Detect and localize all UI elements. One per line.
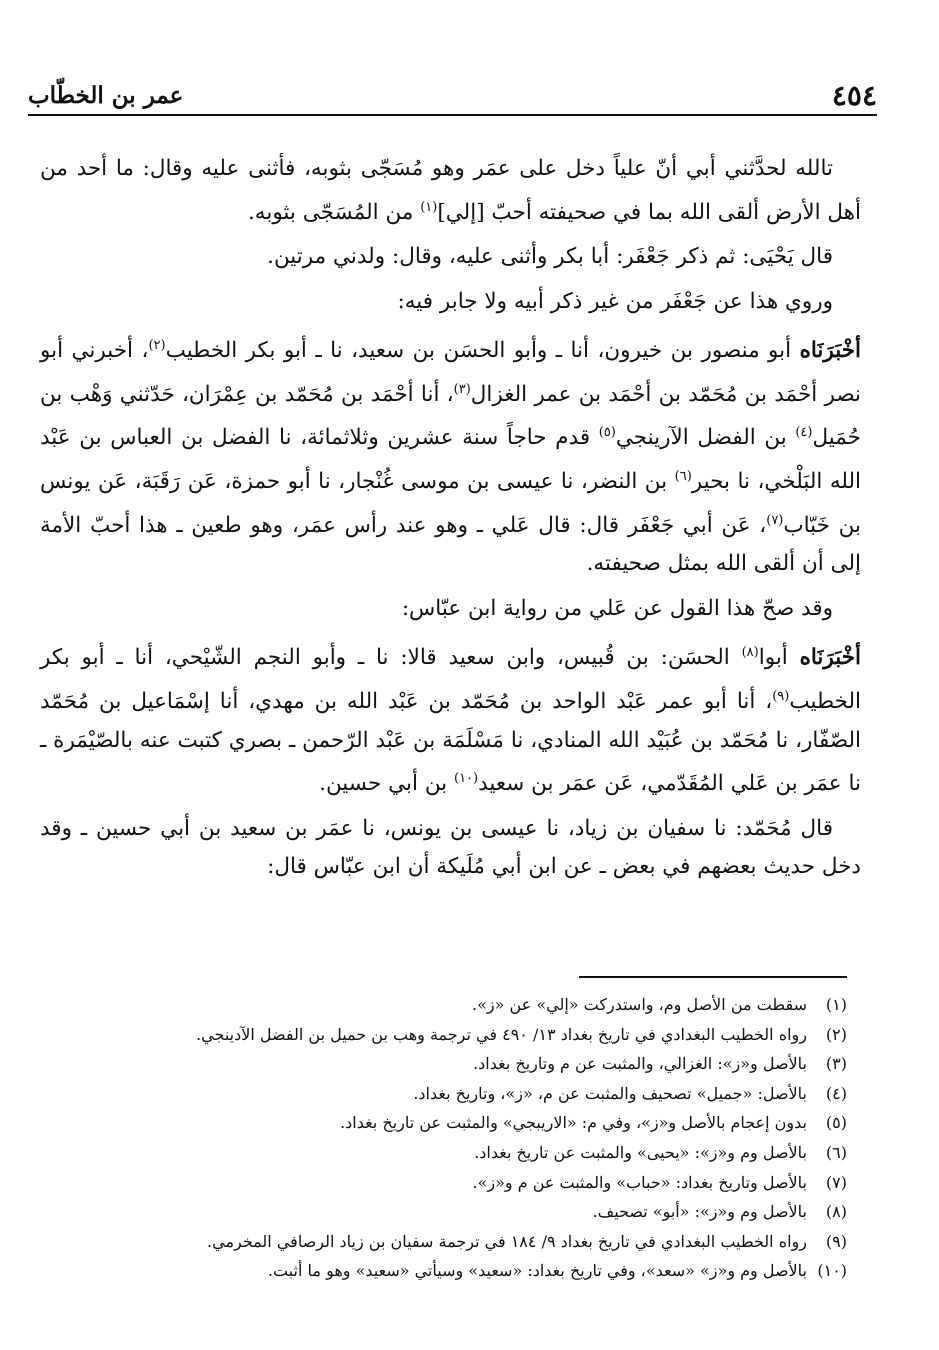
footnote-text: رواه الخطيب البغدادي في تاريخ بغداد ١٣/ ٤٩٠ في ترجمة وهب بن حميل بن الفضل الآدينجي. (196, 1024, 807, 1044)
footnote-item (60, 1138, 847, 1168)
page-number: ٤٥٤ (831, 79, 877, 112)
footnote-number: (٢) (825, 1024, 847, 1044)
paragraph-text: تالله لحدَّثني أبي أنّ علياً دخل على عمَر وهو مُسَجّى بثوبه، فأثنى عليه وقال: ما أحد من أهل الأرض ألقى الله بما في صحيفته أحبّ [إلي] (40, 156, 861, 225)
paragraph-4 (40, 327, 861, 584)
footnote-number: (٥) (825, 1113, 847, 1133)
paragraph-text: ، أخبرني أبو نصر أحْمَد بن مُحَمّد بن أحْمَد بن عمر الغزال (40, 338, 861, 407)
paragraph-text: ، أنا أبو عمر عَبْد الواحد بن مُحَمّد بن عَبْد الله بن مهدي، أنا إسْمَاعيل بن مُحَمّد الصّفّار، نا مُحَمّد بن عُبَيْد الله المنادي، نا مَسْلَمَة بن عَبْد الرّحمن ـ بصري كتبت عنه بالصّيْمَرة ـ نا عمَر بن عَلي المُقَدّمي، عَن عمَر بن سعيد (40, 689, 861, 797)
footnote-item (60, 1168, 847, 1198)
footnote-item (60, 1079, 847, 1109)
main-text (40, 150, 861, 893)
footnotes (60, 990, 847, 1286)
footnote-text: بدون إعجام بالأصل و«ز»، وفي م: «الاريبجي» والمثبت عن تاريخ بغداد. (340, 1113, 807, 1133)
footnote-number: (٣) (825, 1054, 847, 1074)
footnote-item (60, 1049, 847, 1079)
page-header (28, 78, 877, 116)
footnote-item (60, 1108, 847, 1138)
footnote-number: (٦) (825, 1142, 847, 1162)
footnote-item (60, 1020, 847, 1050)
footnote-number: (٧) (825, 1172, 847, 1192)
footnote-item (60, 1227, 847, 1257)
paragraph-2: قال يَحْيَى: ثم ذكر جَعْفَر: أبا بكر وأثنى عليه، وقال: ولدني مرتين. (267, 244, 833, 270)
footnote-text: سقطت من الأصل وم، واستدركت «إلي» عن «ز». (472, 995, 807, 1014)
footnote-number: (٤) (825, 1083, 847, 1103)
footnote-number: (١٠) (817, 1261, 847, 1281)
footnote-text: رواه الخطيب البغدادي في تاريخ بغداد ٩/ ١٨٤ في ترجمة سفيان بن زياد الرصافي المخرمي. (207, 1231, 807, 1251)
footnote-text: بالأصل وم و«ز»: «أبو» تصحيف. (592, 1202, 807, 1222)
footnote-number: (٨) (825, 1202, 847, 1222)
isnad-lead: أخْبَرَنَاه (799, 338, 861, 364)
footnote-text: بالأصل وتاريخ بغداد: «حباب» والمثبت عن م و«ز». (472, 1172, 807, 1192)
footnote-ref: (٥) (598, 425, 616, 441)
paragraph-text: أبوا (758, 645, 800, 671)
paragraph-text: من المُسَجّى بثوبه. (247, 199, 421, 225)
footnote-text: بالأصل: «جميل» تصحيف والمثبت عن م، «ز»، وتاريخ بغداد. (413, 1083, 807, 1103)
footnote-text: بالأصل و«ز»: الغزالي، والمثبت عن م وتاريخ بغداد. (473, 1054, 807, 1074)
footnote-text: بالأصل وم و«ز»: «يحيى» والمثبت عن تاريخ بغداد. (474, 1142, 807, 1162)
paragraph-text: أبو منصور بن خيرون، أنا ـ وأبو الحسَن بن سعيد، نا ـ أبو بكر الخطيب (165, 338, 800, 364)
footnote-ref: (١٠) (454, 771, 479, 787)
paragraph-text: الحسَن: بن قُبيس، وابن سعيد قالا: نا ـ وأبو النجم الشّيْحي، أنا ـ أبو بكر الخطيب (40, 645, 861, 715)
footnote-ref: (٢) (148, 338, 166, 354)
footnote-ref: (٤) (795, 425, 813, 441)
footnote-item (60, 1197, 847, 1227)
running-title: عمر بن الخطّاب (28, 82, 184, 109)
paragraph-text: ، عَن أبي جَعْفَر قال: قال عَلي ـ وهو عند رأس عمَر، وهو طعين ـ هذا أحبّ الأمة إلى أن ألقى الله بمثل صحيفته. (40, 512, 861, 577)
footnote-ref: (٣) (453, 381, 471, 397)
footnote-ref: (٧) (766, 512, 784, 528)
paragraph-3: وروي هذا عن جَعْفَر من غير ذكر أبيه ولا جابر فيه: (397, 288, 833, 314)
footnote-divider (579, 976, 847, 978)
paragraph-text: بن أبي حسين. (319, 771, 454, 797)
footnote-text: بالأصل وم و«ز» «سعد»، وفي تاريخ بغداد: «سعيد» وسيأتي «سعيد» وهو ما أثبت. (267, 1261, 807, 1281)
footnote-ref: (٨) (741, 645, 759, 661)
footnote-item (60, 1256, 847, 1286)
footnote-number: (٩) (825, 1231, 847, 1251)
footnote-number: (١) (825, 995, 847, 1014)
paragraph-7: قال مُحَمّد: نا سفيان بن زياد، نا عيسى بن يونس، نا عمَر بن سعيد بن أبي حسين ـ وقد دخل حديث بعضهم في بعض ـ عن ابن أبي مُلَيكة أن ابن عبّاس قال: (40, 815, 861, 880)
paragraph-text: بن الفضل الآرينجي (615, 425, 796, 451)
paragraph-text: ، أنا أحْمَد بن مُحَمّد بن عِمْرَان، حَدّثني وَهْب بن حُمَيل (40, 381, 861, 451)
paragraph-text: قدم حاجاً سنة عشرين وثلاثمائة، نا الفضل بن العباس بن عَبْد الله البَلْخي، نا بحير (40, 425, 861, 495)
paragraph-5: وقد صحّ هذا القول عن عَلي من رواية ابن عبّاس: (401, 595, 833, 621)
paragraph-6 (40, 634, 861, 803)
paragraph-text: بن النضر، نا عيسى بن موسى غُنْجار، نا أبو حمزة، عَن رَقَبَة، عَن يونس بن خَبّاب (40, 469, 861, 538)
paragraph-1 (40, 150, 861, 232)
footnote-ref: (١) (420, 199, 438, 215)
footnote-item (60, 990, 847, 1020)
footnote-ref: (٩) (772, 689, 790, 705)
isnad-lead: أخْبَرَنَاه (799, 645, 862, 671)
footnote-ref: (٦) (674, 469, 692, 485)
